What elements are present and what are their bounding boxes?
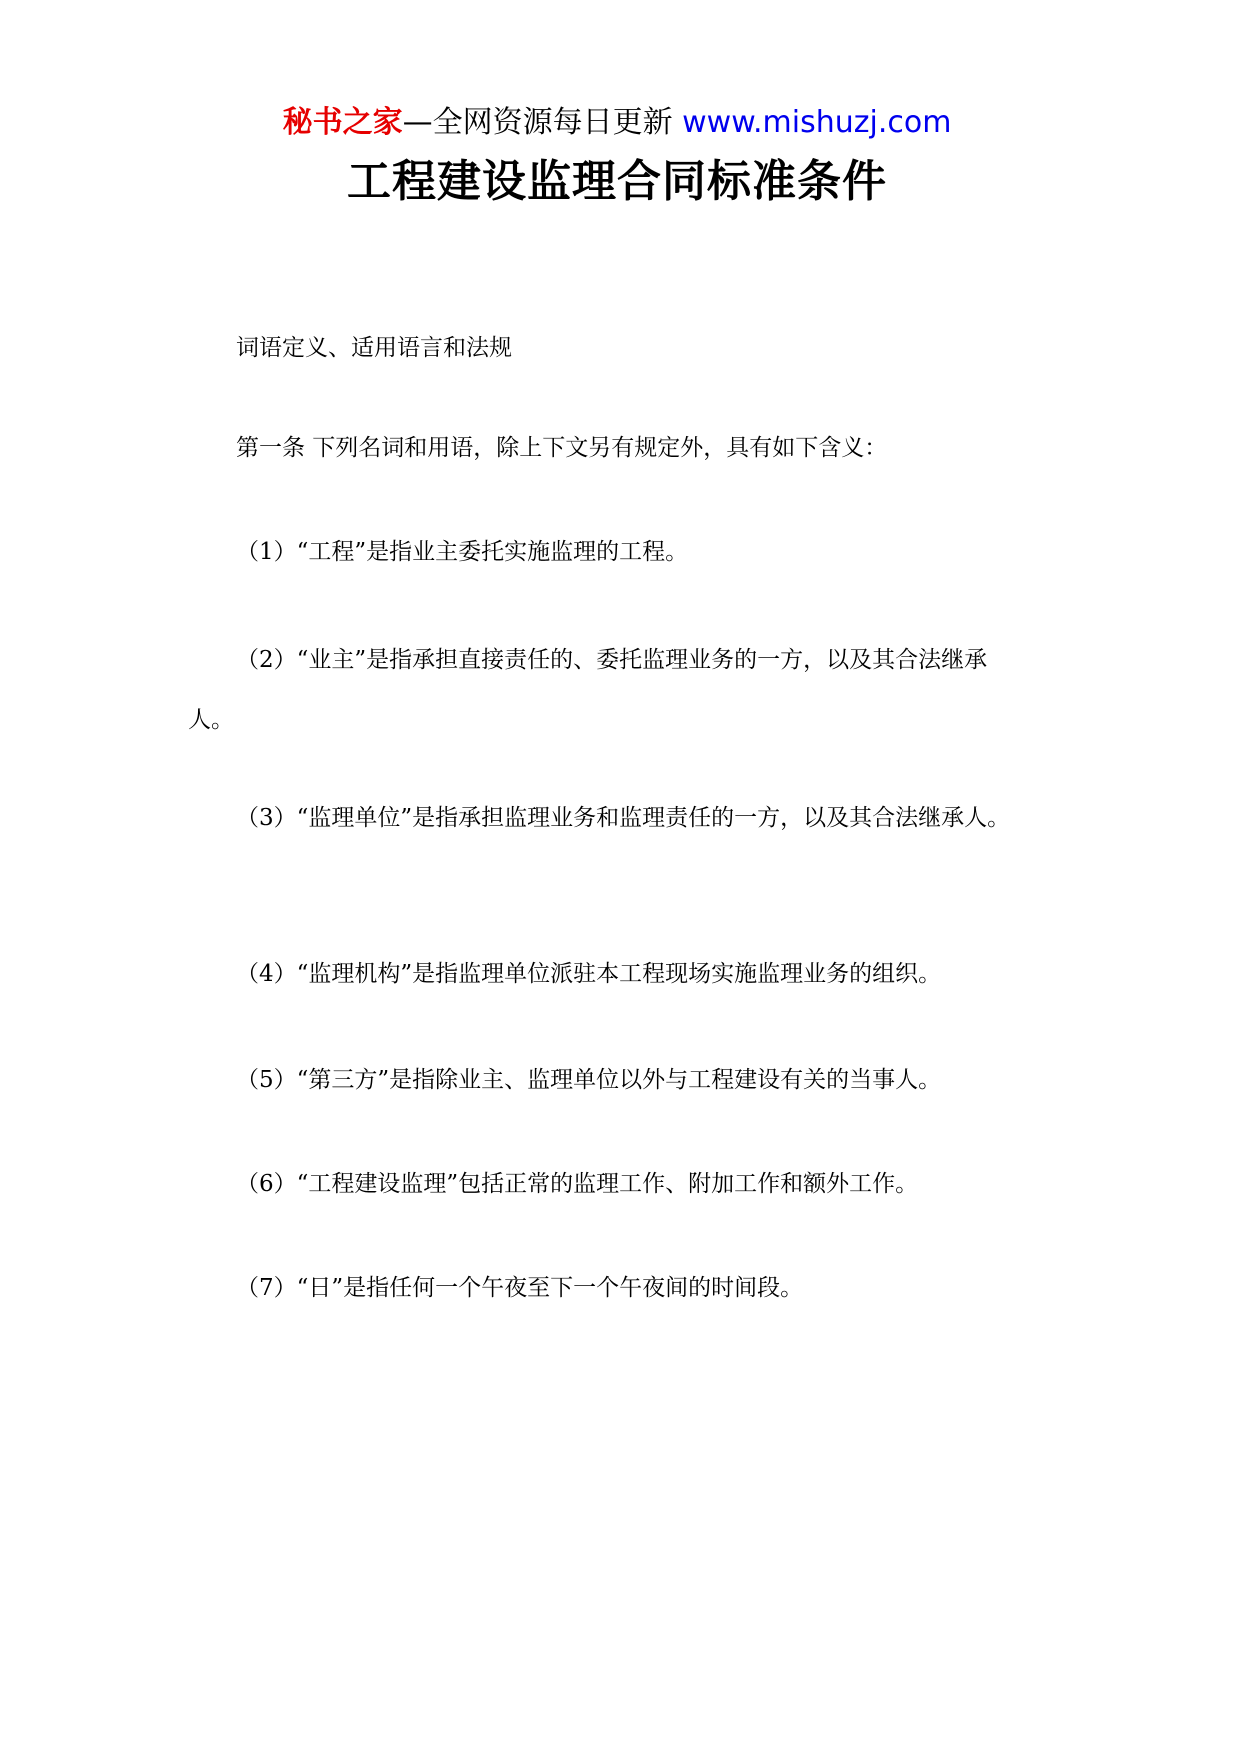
brand-name: 秘书之家 xyxy=(282,105,403,140)
paragraph-item-7: （7）“日”是指任何一个午夜至下一个午夜间的时间段。 xyxy=(236,1275,804,1301)
site-banner xyxy=(0,100,1234,146)
paragraph-item-5: （5）“第三方”是指除业主、监理单位以外与工程建设有关的当事人。 xyxy=(236,1067,942,1093)
paragraph-article-1: 第一条 下列名词和用语，除上下文另有规定外，具有如下含义： xyxy=(236,435,888,461)
paragraph-item-3: （3）“监理单位”是指承担监理业务和监理责任的一方，以及其合法继承人。 xyxy=(236,805,1011,831)
site-url-link[interactable]: www.mishuzj.com xyxy=(682,105,952,140)
slogan: —全网资源每日更新 xyxy=(402,105,673,140)
paragraph-item-1: （1）“工程”是指业主委托实施监理的工程。 xyxy=(236,539,689,565)
paragraph-item-2: （2）“业主”是指承担直接责任的、委托监理业务的一方，以及其合法继承人。 xyxy=(188,647,988,733)
paragraph-item-6: （6）“工程建设监理”包括正常的监理工作、附加工作和额外工作。 xyxy=(236,1171,919,1197)
paragraph-definitions-heading: 词语定义、适用语言和法规 xyxy=(236,335,512,361)
paragraph-item-4: （4）“监理机构”是指监理单位派驻本工程现场实施监理业务的组织。 xyxy=(236,961,942,987)
document-title: 工程建设监理合同标准条件 xyxy=(347,156,887,207)
